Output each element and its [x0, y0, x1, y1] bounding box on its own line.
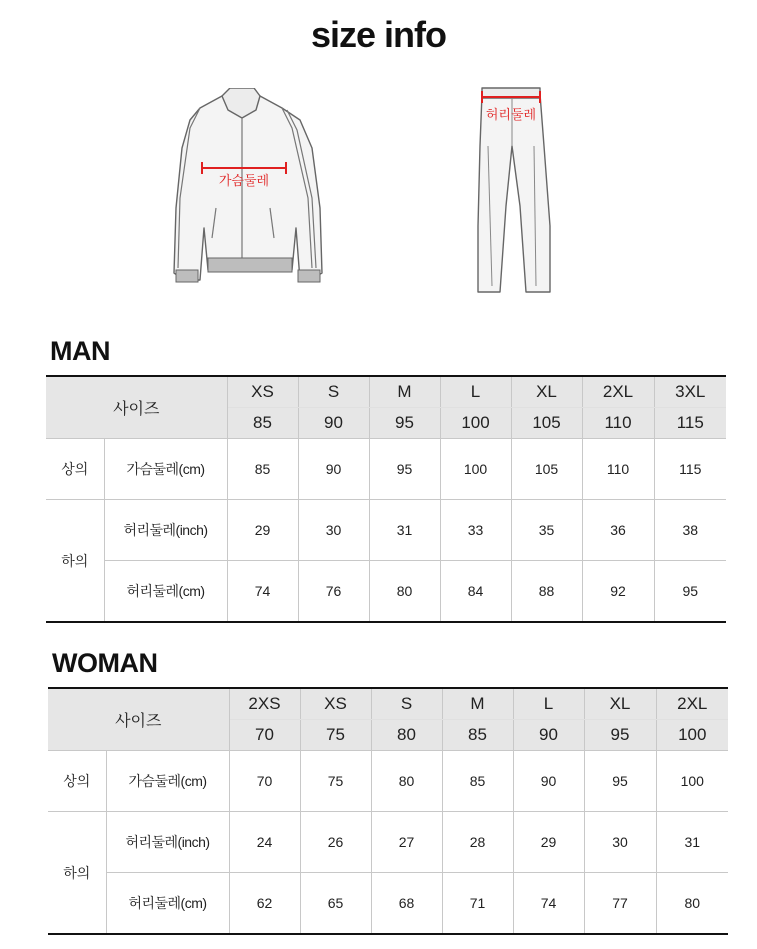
size-label: XS — [227, 376, 298, 408]
chest-value: 90 — [513, 751, 584, 812]
waist-cm-value: 65 — [300, 873, 371, 935]
page-title: size info — [310, 14, 447, 55]
chest-measure-label: 가슴둘레 — [218, 174, 270, 189]
waist-cm-value: 88 — [511, 561, 582, 623]
waist-cm-value: 74 — [513, 873, 584, 935]
chest-value: 70 — [229, 751, 300, 812]
waist-cm-value: 84 — [440, 561, 511, 623]
woman-size-table — [48, 687, 728, 935]
chest-label: 가슴둘레(cm) — [106, 751, 229, 812]
size-label: L — [440, 376, 511, 408]
size-number: 100 — [440, 408, 511, 439]
top-category: 상의 — [48, 751, 106, 812]
waist-inch-value: 27 — [371, 812, 442, 873]
waist-inch-value: 31 — [369, 500, 440, 561]
waist-inch-value: 30 — [584, 812, 656, 873]
size-header: 사이즈 — [46, 376, 227, 439]
size-number: 90 — [513, 720, 584, 751]
chest-value: 90 — [298, 439, 369, 500]
size-number: 90 — [298, 408, 369, 439]
chest-value: 100 — [656, 751, 728, 812]
size-number: 115 — [654, 408, 726, 439]
waist-inch-value: 31 — [656, 812, 728, 873]
waist-inch-value: 28 — [442, 812, 513, 873]
size-number: 110 — [582, 408, 654, 439]
waist-inch-value: 33 — [440, 500, 511, 561]
chest-value: 85 — [442, 751, 513, 812]
size-label: XL — [511, 376, 582, 408]
waist-inch-value: 29 — [513, 812, 584, 873]
size-number: 100 — [656, 720, 728, 751]
chest-value: 100 — [440, 439, 511, 500]
waist-inch-value: 38 — [654, 500, 726, 561]
size-number: 105 — [511, 408, 582, 439]
pants-illustration — [470, 86, 560, 301]
waist-cm-value: 80 — [369, 561, 440, 623]
chest-value: 105 — [511, 439, 582, 500]
size-label: L — [513, 688, 584, 720]
size-header: 사이즈 — [48, 688, 229, 751]
size-number: 70 — [229, 720, 300, 751]
chest-value: 95 — [369, 439, 440, 500]
waist-inch-label: 허리둘레(inch) — [106, 812, 229, 873]
bottom-category: 하의 — [46, 500, 104, 623]
waist-inch-label: 허리둘레(inch) — [104, 500, 227, 561]
size-label: S — [298, 376, 369, 408]
waist-inch-value: 26 — [300, 812, 371, 873]
size-label: S — [371, 688, 442, 720]
chest-value: 80 — [371, 751, 442, 812]
waist-inch-value: 36 — [582, 500, 654, 561]
size-number: 85 — [442, 720, 513, 751]
size-label: XL — [584, 688, 656, 720]
waist-cm-value: 62 — [229, 873, 300, 935]
size-number: 85 — [227, 408, 298, 439]
size-number: 95 — [369, 408, 440, 439]
waist-measure-label: 허리둘레 — [485, 108, 537, 123]
waist-inch-value: 35 — [511, 500, 582, 561]
waist-cm-value: 68 — [371, 873, 442, 935]
jacket-illustration — [160, 88, 330, 303]
waist-inch-value: 30 — [298, 500, 369, 561]
size-number: 75 — [300, 720, 371, 751]
waist-cm-value: 80 — [656, 873, 728, 935]
woman-heading: WOMAN — [52, 648, 158, 678]
man-size-table — [46, 375, 726, 623]
chest-value: 85 — [227, 439, 298, 500]
size-number: 95 — [584, 720, 656, 751]
waist-cm-label: 허리둘레(cm) — [104, 561, 227, 623]
chest-value: 110 — [582, 439, 654, 500]
waist-cm-value: 71 — [442, 873, 513, 935]
bottom-category: 하의 — [48, 812, 106, 935]
size-label: 2XL — [656, 688, 728, 720]
chest-value: 75 — [300, 751, 371, 812]
man-heading: MAN — [50, 336, 110, 366]
size-label: XS — [300, 688, 371, 720]
chest-value: 115 — [654, 439, 726, 500]
waist-cm-value: 76 — [298, 561, 369, 623]
waist-inch-value: 29 — [227, 500, 298, 561]
waist-cm-value: 77 — [584, 873, 656, 935]
waist-cm-value: 92 — [582, 561, 654, 623]
waist-cm-label: 허리둘레(cm) — [106, 873, 229, 935]
top-category: 상의 — [46, 439, 104, 500]
chest-label: 가슴둘레(cm) — [104, 439, 227, 500]
size-label: 2XS — [229, 688, 300, 720]
size-label: M — [369, 376, 440, 408]
waist-cm-value: 95 — [654, 561, 726, 623]
waist-cm-value: 74 — [227, 561, 298, 623]
size-number: 80 — [371, 720, 442, 751]
waist-inch-value: 24 — [229, 812, 300, 873]
chest-value: 95 — [584, 751, 656, 812]
size-label: 2XL — [582, 376, 654, 408]
size-label: 3XL — [654, 376, 726, 408]
size-label: M — [442, 688, 513, 720]
